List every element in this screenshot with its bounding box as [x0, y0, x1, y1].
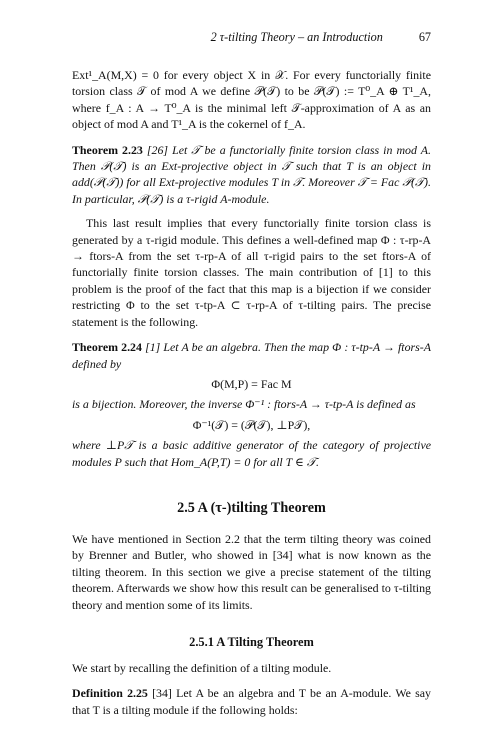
body-paragraph: This last result implies that every functorially finite torsion class is generated by a τ-rigid module. This defines a well-defined map Φ : τ-rp-A → ftors-A from the set τ-rp-A of all τ-rigid pairs to the set ftors-A of functorially finite torsion classes. The main contribution of [1] to this problem is the proof of the fact that this map is a bijection if we consider restricting Φ to the set τ-tp-A ⊂ τ-rp-A of τ-tilting pairs. The precise statement is the following. [72, 216, 431, 329]
display-equation: Φ⁻¹(𝒯) = (𝒫(𝒯), ⊥P𝒯), [192, 417, 311, 432]
section-paragraph: We have mentioned in Section 2.2 that the term tilting theory was coined by Brenner and Butler, who showed in [34] what is now known as the tilting theorem. In this section we give a precise statement of the tilting theorem. Afterwards we show how this result can be generalised to τ-tilting theory and mention some of its limits. [72, 531, 431, 612]
theorem-2-24 [72, 339, 431, 372]
theorem-label: Theorem 2.23 [72, 142, 143, 157]
intro-paragraph: Ext¹_A(M,X) = 0 for every object X in 𝒳. For every functorially finite torsion class 𝒯 of mod A we define 𝒫(𝒯) to be 𝒫(𝒯) := T⁰_A ⊕ T¹_A, where f_A : A → T⁰_A is the minimal left 𝒯-approximation of A as an object of mod A and T¹_A is the cokernel of f_A. [72, 68, 431, 132]
subsection-paragraph: We start by recalling the definition of a tilting module. [72, 660, 332, 675]
subsection-heading: 2.5.1 A Tilting Theorem [189, 634, 314, 649]
definition-2-25 [72, 685, 431, 718]
theorem-text: Let 𝒯 be a functorially finite torsion class in mod A. Then 𝒫(𝒯) is an Ext-projective object in 𝒯 such that T is an object in add(𝒫(𝒯)) for all Ext-projective modules T in 𝒯. Moreover 𝒯 = Fac 𝒫(𝒯). In particular, 𝒫(𝒯) is a τ-rigid A-module. [72, 142, 431, 206]
theorem-citation: [26] [146, 142, 169, 157]
section-heading: 2.5 A (τ-)tilting Theorem [177, 499, 326, 516]
theorem-text-continued: is a bijection. Moreover, the inverse Φ⁻¹ : ftors-A → τ-tp-A is defined as [72, 397, 416, 412]
theorem-text-continued: where ⊥P𝒯 is a basic additive generator of the category of projective modules P such that Hom_A(P,T) = 0 for all T ∈ 𝒯. [72, 438, 431, 469]
display-equation: Φ(M,P) = Fac M [211, 376, 292, 391]
theorem-2-23 [72, 142, 431, 208]
page-number: 67 [418, 30, 431, 44]
definition-label: Definition 2.25 [72, 686, 148, 701]
running-header [72, 30, 431, 45]
theorem-label: Theorem 2.24 [72, 340, 142, 355]
definition-text: [34] Let A be an algebra and T be an A-module. We say that T is a tilting module if the following holds: [72, 686, 431, 717]
theorem-text: Let A be an algebra. Then the map Φ : τ-tp-A → ftors-A defined by [72, 340, 432, 371]
running-title: 2 τ-tilting Theory – an Introduction [210, 30, 383, 44]
page [72, 30, 431, 718]
theorem-citation: [1] [145, 340, 161, 355]
